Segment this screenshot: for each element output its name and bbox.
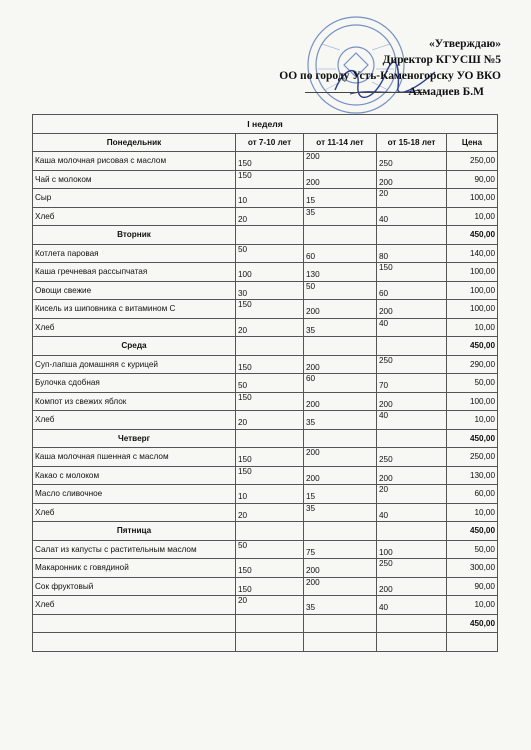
empty-cell (304, 226, 377, 245)
empty-cell (236, 226, 304, 245)
portion-15-18: 200 (377, 300, 447, 319)
dish-name: Булочка сдобная (33, 374, 236, 393)
empty-cell (236, 522, 304, 541)
day-header-row (33, 337, 498, 356)
dish-name: Каша гречневая рассыпчатая (33, 263, 236, 282)
price-cell: 250,00 (447, 152, 498, 171)
signature-line (305, 92, 425, 93)
portion-11-14: 35 (304, 596, 377, 615)
portion-7-10: 150 (236, 448, 304, 467)
portion-15-18: 150 (377, 263, 447, 282)
department-line: ОО по городу Усть-Каменогорску УО ВКО (279, 70, 501, 82)
dish-name: Каша молочная рисовая с маслом (33, 152, 236, 171)
table-row (33, 374, 498, 393)
day-name: Пятница (33, 522, 236, 541)
price-cell: 50,00 (447, 540, 498, 559)
dish-name: Суп-лапша домашняя с курицей (33, 355, 236, 374)
portion-7-10: 30 (236, 281, 304, 300)
portion-11-14: 35 (304, 207, 377, 226)
portion-7-10: 20 (236, 318, 304, 337)
portion-11-14: 75 (304, 540, 377, 559)
portion-11-14: 50 (304, 281, 377, 300)
dish-name: Хлеб (33, 596, 236, 615)
director-name: Ахмадиев Б.М (408, 86, 484, 98)
portion-11-14: 200 (304, 559, 377, 578)
portion-7-10: 20 (236, 207, 304, 226)
price-cell: 90,00 (447, 170, 498, 189)
portion-15-18: 40 (377, 503, 447, 522)
portion-11-14: 200 (304, 152, 377, 171)
portion-15-18: 250 (377, 448, 447, 467)
portion-15-18: 200 (377, 577, 447, 596)
approve-label: «Утверждаю» (429, 38, 501, 50)
portion-15-18: 60 (377, 281, 447, 300)
price-cell: 100,00 (447, 281, 498, 300)
portion-7-10: 150 (236, 466, 304, 485)
empty-cell (304, 429, 377, 448)
empty-cell (377, 337, 447, 356)
table-row (33, 503, 498, 522)
portion-7-10: 150 (236, 392, 304, 411)
table-row (33, 448, 498, 467)
portion-11-14: 15 (304, 485, 377, 504)
table-row (33, 392, 498, 411)
empty-cell (33, 614, 236, 633)
portion-11-14: 200 (304, 392, 377, 411)
price-cell: 290,00 (447, 355, 498, 374)
portion-7-10: 20 (236, 596, 304, 615)
portion-7-10: 20 (236, 411, 304, 430)
portion-7-10: 20 (236, 503, 304, 522)
day-total: 450,00 (447, 429, 498, 448)
price-cell: 100,00 (447, 392, 498, 411)
dish-name: Какао с молоком (33, 466, 236, 485)
portion-11-14: 60 (304, 244, 377, 263)
table-row (33, 207, 498, 226)
week-title: I неделя (33, 115, 498, 134)
dish-name: Овощи свежие (33, 281, 236, 300)
column-header-price: Цена (447, 133, 498, 152)
table-row (33, 281, 498, 300)
portion-15-18: 40 (377, 318, 447, 337)
dish-name: Макаронник с говядиной (33, 559, 236, 578)
dish-name: Компот из свежих яблок (33, 392, 236, 411)
weekly-menu-table (32, 114, 498, 652)
portion-11-14: 35 (304, 318, 377, 337)
portion-15-18: 20 (377, 189, 447, 208)
price-cell: 100,00 (447, 300, 498, 319)
portion-11-14: 35 (304, 503, 377, 522)
price-cell: 50,00 (447, 374, 498, 393)
dish-name: Масло сливочное (33, 485, 236, 504)
column-header-15-18: от 15-18 лет (377, 133, 447, 152)
dish-name: Кисель из шиповника с витамином С (33, 300, 236, 319)
price-cell: 10,00 (447, 596, 498, 615)
director-title: Директор КГУСШ №5 (382, 54, 501, 66)
blank-row (33, 633, 498, 652)
portion-7-10: 50 (236, 374, 304, 393)
portion-15-18: 250 (377, 152, 447, 171)
portion-7-10: 10 (236, 485, 304, 504)
price-cell: 100,00 (447, 189, 498, 208)
day-header-row (33, 133, 498, 152)
dish-name: Хлеб (33, 318, 236, 337)
empty-cell (236, 633, 304, 652)
table-row (33, 485, 498, 504)
table-row (33, 355, 498, 374)
day-total: 450,00 (447, 337, 498, 356)
dish-name: Салат из капусты с растительным маслом (33, 540, 236, 559)
portion-7-10: 50 (236, 244, 304, 263)
dish-name: Чай с молоком (33, 170, 236, 189)
portion-11-14: 200 (304, 577, 377, 596)
portion-15-18: 250 (377, 559, 447, 578)
table-row (33, 170, 498, 189)
empty-cell (304, 633, 377, 652)
dish-name: Хлеб (33, 503, 236, 522)
empty-cell (33, 633, 236, 652)
empty-cell (236, 614, 304, 633)
empty-cell (304, 522, 377, 541)
empty-cell (377, 429, 447, 448)
portion-15-18: 20 (377, 485, 447, 504)
table-row (33, 244, 498, 263)
empty-cell (377, 633, 447, 652)
dish-name: Котлета паровая (33, 244, 236, 263)
table-row (33, 540, 498, 559)
day-name: Четверг (33, 429, 236, 448)
day-name: Понедельник (33, 133, 236, 152)
day-name: Среда (33, 337, 236, 356)
price-cell: 10,00 (447, 318, 498, 337)
portion-7-10: 100 (236, 263, 304, 282)
dish-name: Сок фруктовый (33, 577, 236, 596)
price-cell: 100,00 (447, 263, 498, 282)
portion-11-14: 200 (304, 170, 377, 189)
table-row (33, 318, 498, 337)
portion-15-18: 70 (377, 374, 447, 393)
price-cell: 10,00 (447, 411, 498, 430)
table-row (33, 596, 498, 615)
portion-15-18: 100 (377, 540, 447, 559)
portion-7-10: 150 (236, 577, 304, 596)
portion-7-10: 150 (236, 355, 304, 374)
day-header-row (33, 522, 498, 541)
table-row (33, 189, 498, 208)
portion-15-18: 200 (377, 170, 447, 189)
day-header-row (33, 226, 498, 245)
portion-7-10: 150 (236, 170, 304, 189)
empty-cell (236, 429, 304, 448)
empty-cell (304, 337, 377, 356)
empty-cell (377, 226, 447, 245)
portion-15-18: 40 (377, 596, 447, 615)
price-cell: 60,00 (447, 485, 498, 504)
portion-7-10: 10 (236, 189, 304, 208)
portion-7-10: 150 (236, 152, 304, 171)
portion-7-10: 150 (236, 559, 304, 578)
table-row (33, 466, 498, 485)
empty-cell (377, 614, 447, 633)
day-header-row (33, 429, 498, 448)
column-header-11-14: от 11-14 лет (304, 133, 377, 152)
dish-name: Хлеб (33, 207, 236, 226)
price-cell: 140,00 (447, 244, 498, 263)
empty-cell (236, 337, 304, 356)
portion-15-18: 200 (377, 392, 447, 411)
price-cell: 250,00 (447, 448, 498, 467)
column-header-7-10: от 7-10 лет (236, 133, 304, 152)
approval-header (0, 0, 531, 115)
dish-name: Сыр (33, 189, 236, 208)
portion-11-14: 35 (304, 411, 377, 430)
table-row (33, 411, 498, 430)
dish-name: Каша молочная пшенная с маслом (33, 448, 236, 467)
day-name: Вторник (33, 226, 236, 245)
empty-cell (304, 614, 377, 633)
portion-15-18: 200 (377, 466, 447, 485)
portion-15-18: 250 (377, 355, 447, 374)
table-row (33, 152, 498, 171)
final-total: 450,00 (447, 614, 498, 633)
price-cell: 10,00 (447, 503, 498, 522)
table-row (33, 263, 498, 282)
price-cell: 90,00 (447, 577, 498, 596)
day-total: 450,00 (447, 226, 498, 245)
price-cell: 300,00 (447, 559, 498, 578)
price-cell: 130,00 (447, 466, 498, 485)
day-total: 450,00 (447, 522, 498, 541)
portion-11-14: 200 (304, 448, 377, 467)
portion-15-18: 80 (377, 244, 447, 263)
final-total-row (33, 614, 498, 633)
dish-name: Хлеб (33, 411, 236, 430)
portion-11-14: 200 (304, 355, 377, 374)
table-row (33, 300, 498, 319)
portion-15-18: 40 (377, 411, 447, 430)
empty-cell (447, 633, 498, 652)
table-row (33, 559, 498, 578)
portion-7-10: 150 (236, 300, 304, 319)
portion-11-14: 60 (304, 374, 377, 393)
portion-11-14: 200 (304, 466, 377, 485)
table-row (33, 577, 498, 596)
portion-15-18: 40 (377, 207, 447, 226)
portion-11-14: 200 (304, 300, 377, 319)
empty-cell (377, 522, 447, 541)
portion-11-14: 15 (304, 189, 377, 208)
portion-11-14: 130 (304, 263, 377, 282)
price-cell: 10,00 (447, 207, 498, 226)
portion-7-10: 50 (236, 540, 304, 559)
